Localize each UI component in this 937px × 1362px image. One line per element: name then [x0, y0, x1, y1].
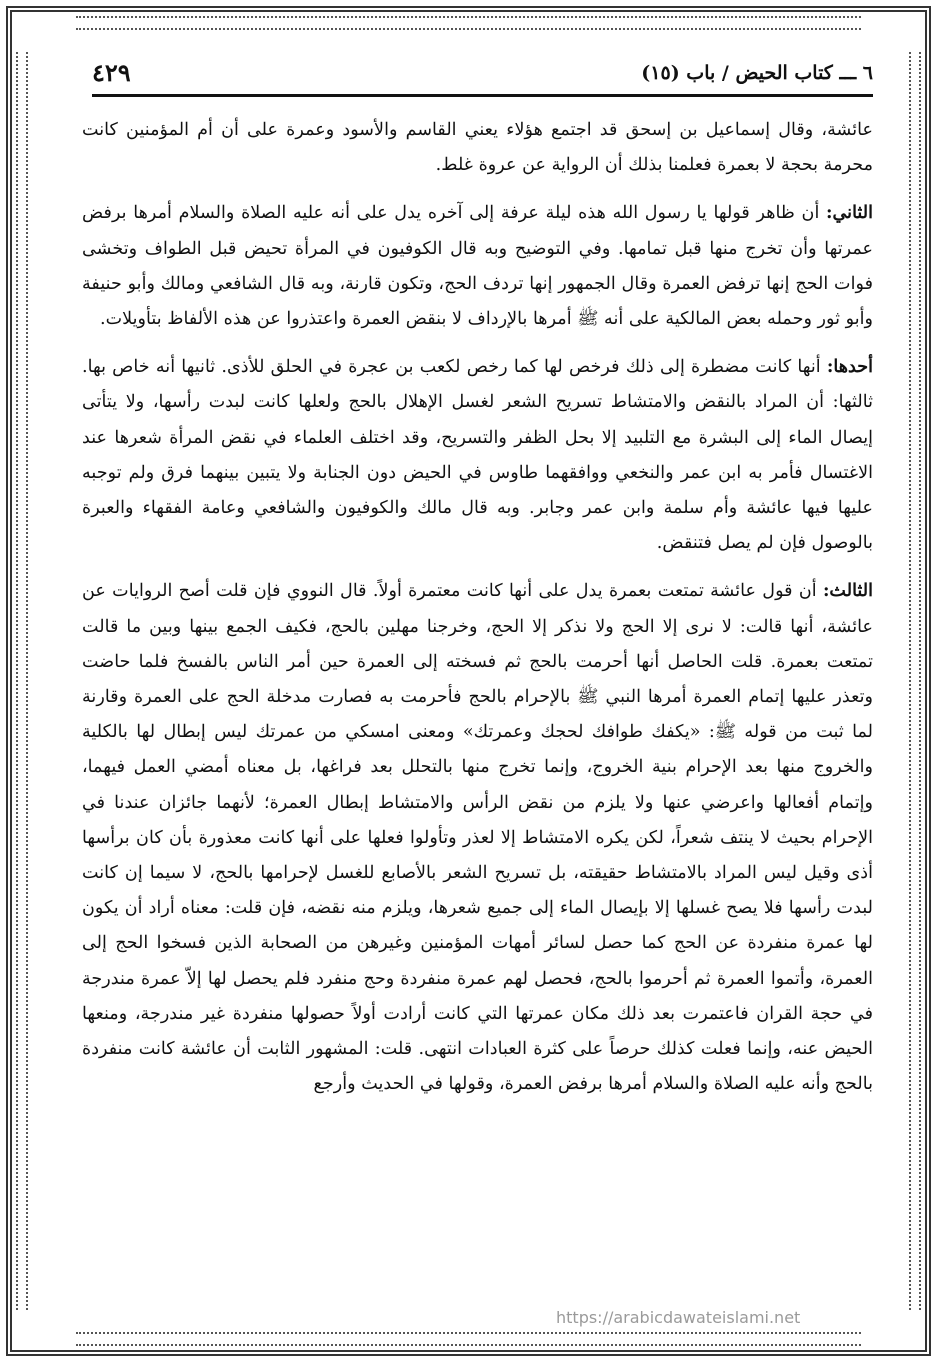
paragraph-text: أنها كانت مضطرة إلى ذلك فرخص لها كما رخص لكعب بن عجرة في الحلق للأذى. ثانيها أنه خاص بها. ثالثها: أن المراد بالنقض والامتشاط تسريح الشعر لغسل الإهلال بالحج ولعلها كانت لبدت رأسها، ولا يتأتى إيصال الماء إلى البشرة مع التلبيد إلا بحل الظفر والتسريح، وقد اختلف العلماء في نقض المرأة شعرها عند الاغتسال فأمر به ابن عمر والنخعي ووافقهما طاوس في الحيض دون الجنابة ولا يتبين بينهما فرق ولم توجبه عليها فيها عائشة وأم سلمة وابن عمر وجابر. وبه قال مالك والكوفيون والشافعي وعامة الفقهاء والعبرة بالوصول فإن لم يصل فتنقض.	[82, 357, 873, 554]
paragraph-lead: أحدها:	[826, 356, 873, 378]
paragraph-4	[82, 573, 873, 1102]
ornament-top	[76, 16, 861, 30]
watermark-url: https://arabicdawateislami.net	[556, 1308, 801, 1327]
paragraph-text: أن قول عائشة تمتعت بعمرة يدل على أنها كانت معتمرة أولاً. قال النووي فإن قلت أصح الروايات عن عائشة، أنها قالت: لا نرى إلا الحج ولا نذكر إلا الحج، وخرجنا مهلين بالحج، فكيف الجمع بينها وبين ما قالت تمتعت بعمرة. قلت الحاصل أنها أحرمت بالحج ثم فسخته إلى العمرة حين أمر الناس بالفسخ فلما حاضت وتعذر عليها إتمام العمرة أمرها النبي ﷺ بالإحرام بالحج فأحرمت به فصارت مدخلة الحج على العمرة وقارنة لما ثبت من قوله ﷺ: «يكفك طوافك لحجك وعمرتك» ومعنى امسكي من عمرتك ليس إبطال لها بالكلية والخروج منها بعد الإحرام بنية الخروج، وإنما تخرج منها بالتحلل بعد فراغها، بل معناه أمضي العمل فيهما، وإتمام أفعالها واعرضي عنها ولا يلزم من نقض الرأس والامتشاط إبطال العمرة؛ لأنهما جائزان عندنا في الإحرام بحيث لا ينتف شعراً، لكن يكره الامتشاط إلا لعذر وتأولوا فعلها على أنها كانت معذورة بأن كان برأسها أذى وقيل ليس المراد بالامتشاط حقيقته، بل تسريح الشعر بالأصابع للغسل لإحرامها بالحج، لا سيما إن كانت لبدت رأسها فلا يصح غسلها إلا بإيصال الماء إلى جميع شعرها، ويلزم منه نقضه، فإن قلت: معناه أراد أن يكون لها عمرة منفردة عن الحج كما حصل لسائر أمهات المؤمنين وغيرهن من الصحابة الذين فسخوا الحج إلى العمرة، وأتموا العمرة ثم أحرموا بالحج، فحصل لهم عمرة منفردة وحج منفرد فلم يحصل لها إلاّ عمرة مندرجة في حجة القران فاعتمرت بعد ذلك مكان عمرتها التي كانت أرادت أولاً حصولها منفردة غير مندرجة، ومنعها الحيض عنه، وإنما فعلت كذلك حرصاً على كثرة العبادات انتهى. قلت: المشهور الثابت أن عائشة كانت منفردة بالحج وأنه عليه الصلاة والسلام أمرها برفض العمرة، وقولها في الحديث وأرجع	[82, 581, 873, 1095]
ornament-bottom	[76, 1332, 861, 1346]
paragraph-text: عائشة، وقال إسماعيل بن إسحق قد اجتمع هؤلاء يعني القاسم والأسود وعمرة على أن أم المؤمنين كانت محرمة بحجة لا بعمرة فعلمنا بذلك أن الرواية عن عروة غلط.	[82, 120, 873, 176]
page-number: ٤٢٩	[92, 58, 131, 87]
page-header	[92, 52, 873, 92]
paragraph-lead: الثالث:	[822, 580, 873, 602]
running-title: ٦ ـــ كتاب الحيض / باب (١٥)	[641, 62, 873, 84]
paragraph-2	[82, 195, 873, 337]
ornament-left	[16, 52, 28, 1310]
page-body	[82, 112, 873, 1322]
paragraph-lead: الثاني:	[826, 202, 873, 224]
header-rule	[92, 94, 873, 97]
paragraph-text: أن ظاهر قولها يا رسول الله هذه ليلة عرفة إلى آخره يدل على أنه عليه الصلاة والسلام أمرها برفض عمرتها وأن تخرج منها قبل تمامها. وفي التوضيح وبه قال الكوفيون في المرأة تحيض قبل الطواف وتخشى فوات الحج إنها ترفض العمرة وقال الجمهور إنها تردف الحج، وتكون قارنة، وبه قال الشافعي ومالك وأبو حنيفة وأبو ثور وحمله بعض المالكية على أنه ﷺ أمرها بالإرداف لا بنقض العمرة واعتذروا عن هذه الألفاظ بتأويلات.	[82, 203, 873, 330]
paragraph-1	[82, 112, 873, 183]
ornament-right	[909, 52, 921, 1310]
paragraph-3	[82, 349, 873, 561]
